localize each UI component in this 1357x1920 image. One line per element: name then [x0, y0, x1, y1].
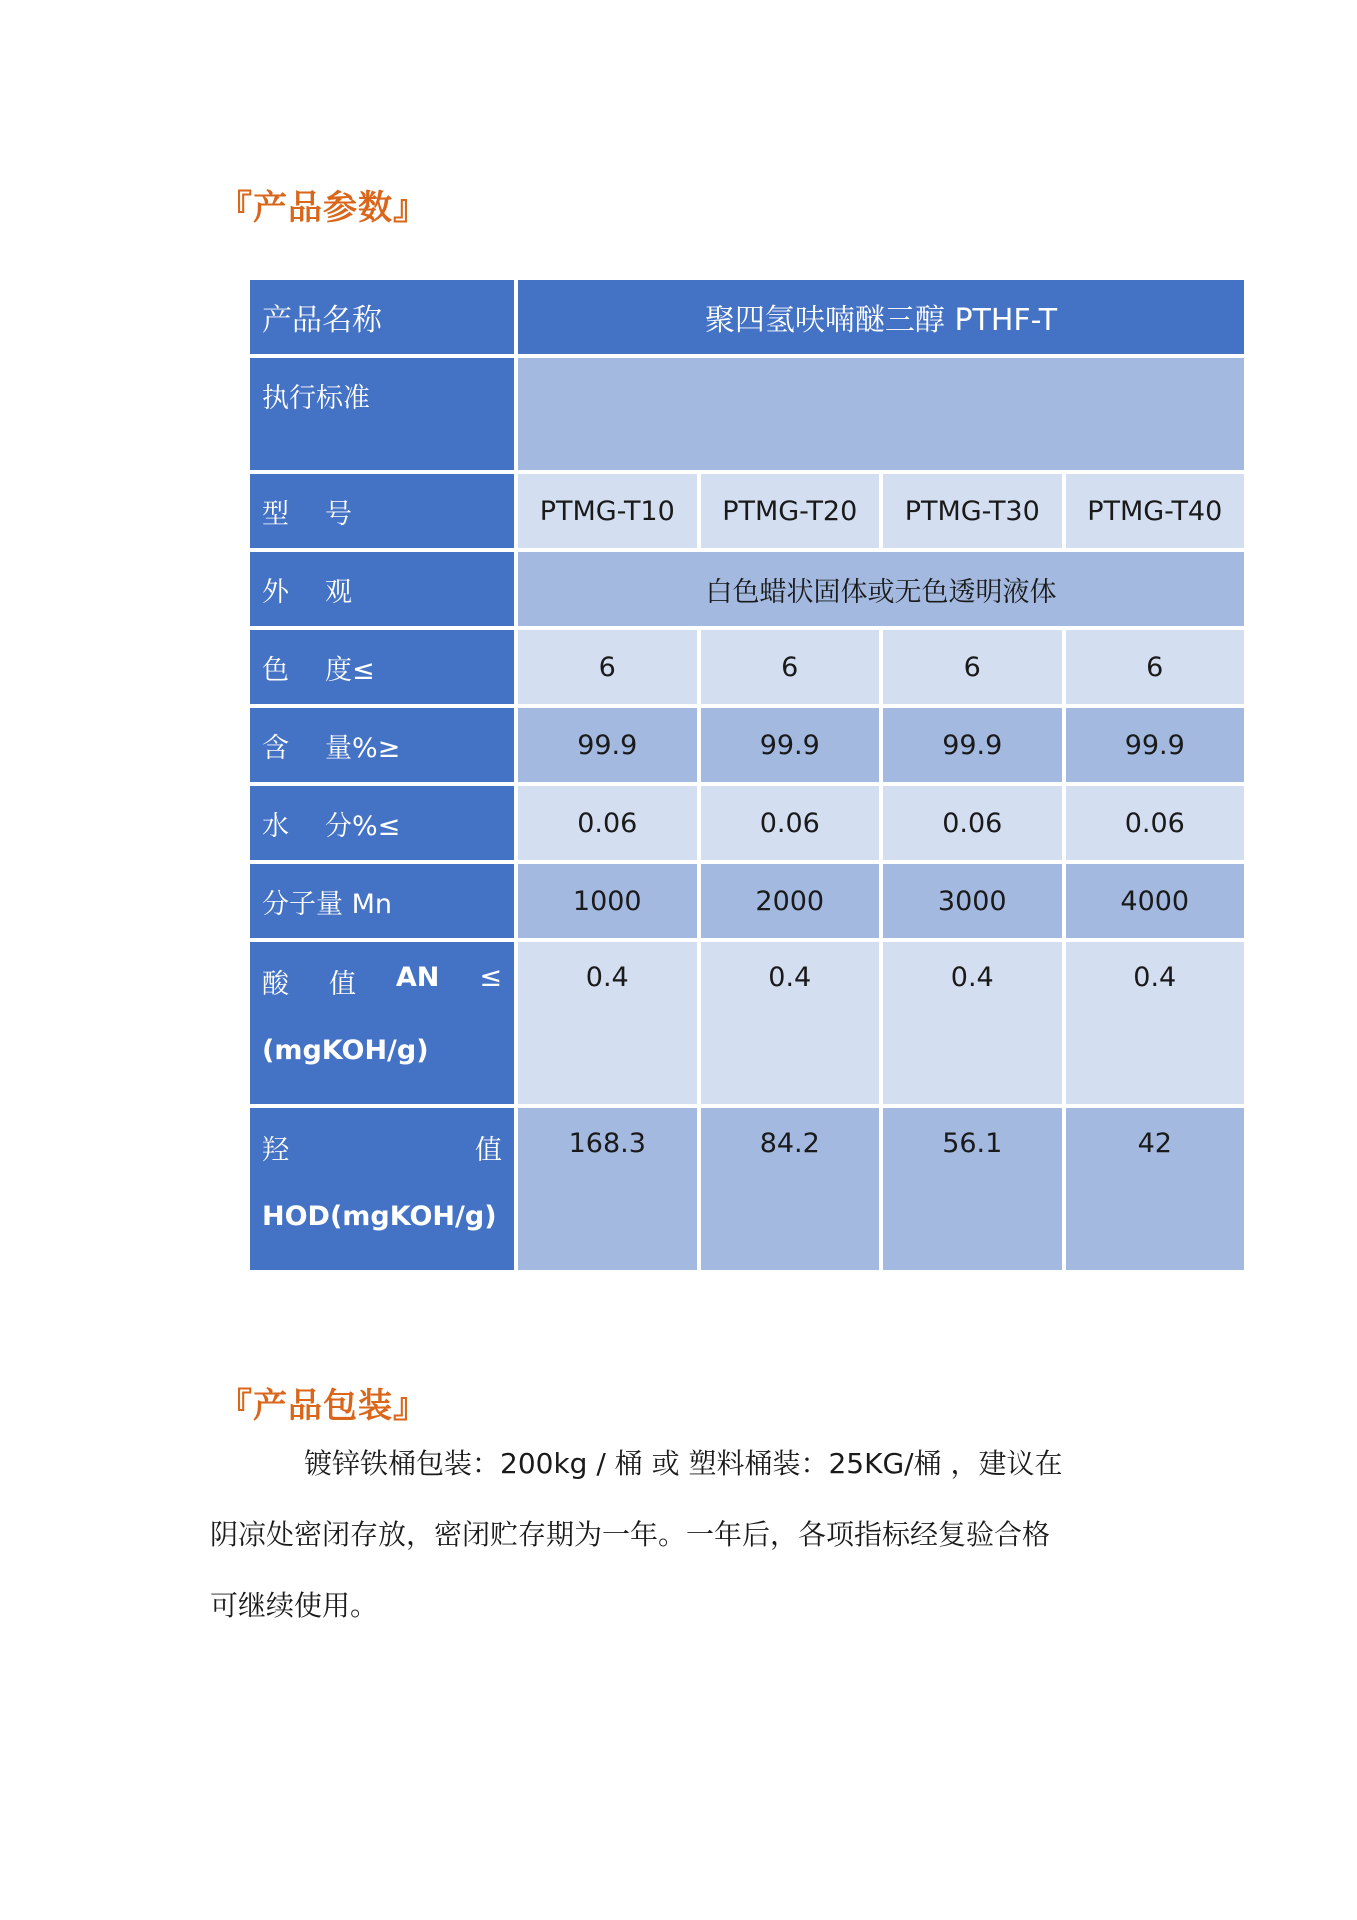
standard-value [518, 358, 1244, 470]
acid-value-3: 0.4 [883, 942, 1062, 1104]
mw-value-2: 2000 [701, 864, 880, 938]
packaging-paragraph [210, 1428, 1160, 1641]
table-row-water [250, 786, 1244, 860]
label-model [250, 474, 514, 548]
parameters-table [246, 276, 1248, 1274]
packaging-line-3: 可继续使用。 [210, 1589, 379, 1622]
mw-value-4: 4000 [1066, 864, 1245, 938]
table-row-standard [250, 358, 1244, 470]
water-value-1: 0.06 [518, 786, 697, 860]
mw-value-1: 1000 [518, 864, 697, 938]
label-content-b: 量%≥ [325, 732, 401, 764]
label-model-b: 号 [325, 498, 352, 530]
label-appearance-b: 观 [325, 576, 352, 608]
product-name-value: 聚四氢呋喃醚三醇 PTHF-T [518, 280, 1244, 354]
label-color-a: 色 [262, 654, 289, 686]
packaging-line-1-text: 镀锌铁桶包装：200kg / 桶 或 塑料桶装：25KG/桶 ，建议在 [304, 1447, 1063, 1480]
table-row-name [250, 280, 1244, 354]
label-color [250, 630, 514, 704]
content-value-2: 99.9 [701, 708, 880, 782]
color-value-4: 6 [1066, 630, 1245, 704]
label-acid [250, 942, 514, 1104]
label-content [250, 708, 514, 782]
content-value-1: 99.9 [518, 708, 697, 782]
label-water-a: 水 [262, 810, 289, 842]
table-row-color [250, 630, 1244, 704]
color-value-2: 6 [701, 630, 880, 704]
acid-value-1: 0.4 [518, 942, 697, 1104]
label-acid-b: 值 [328, 969, 356, 1000]
hydroxyl-value-2: 84.2 [701, 1108, 880, 1270]
model-value-4: PTMG-T40 [1066, 474, 1245, 548]
label-color-b: 度≤ [325, 654, 375, 686]
hydroxyl-value-3: 56.1 [883, 1108, 1062, 1270]
table-row-molecular-weight [250, 864, 1244, 938]
model-value-2: PTMG-T20 [701, 474, 880, 548]
mw-value-3: 3000 [883, 864, 1062, 938]
hydroxyl-value-4: 42 [1066, 1108, 1245, 1270]
label-appearance-a: 外 [262, 576, 289, 608]
table-row-content [250, 708, 1244, 782]
label-appearance [250, 552, 514, 626]
water-value-2: 0.06 [701, 786, 880, 860]
color-value-1: 6 [518, 630, 697, 704]
label-model-a: 型 [262, 498, 289, 530]
label-standard: 执行标准 [250, 358, 514, 470]
label-acid-d: ≤ [479, 962, 502, 993]
label-acid-c: AN [395, 962, 440, 993]
packaging-line-1 [210, 1428, 1160, 1499]
label-hydroxyl-a: 羟 [262, 1135, 289, 1166]
label-hydroxyl-b: 值 [475, 1135, 502, 1166]
model-value-1: PTMG-T10 [518, 474, 697, 548]
label-product-name: 产品名称 [250, 280, 514, 354]
label-acid-a: 酸 [262, 969, 289, 1000]
appearance-value: 白色蜡状固体或无色透明液体 [518, 552, 1244, 626]
label-hydroxyl [250, 1108, 514, 1270]
label-water-b: 分%≤ [325, 810, 401, 842]
acid-value-2: 0.4 [701, 942, 880, 1104]
table-row-acid [250, 942, 1244, 1104]
color-value-3: 6 [883, 630, 1062, 704]
label-water [250, 786, 514, 860]
section-title-packaging: 『产品包装』 [218, 1386, 428, 1426]
label-content-a: 含 [262, 732, 289, 764]
content-value-3: 99.9 [883, 708, 1062, 782]
content-value-4: 99.9 [1066, 708, 1245, 782]
packaging-line-2: 阴凉处密闭存放，密闭贮存期为一年。一年后，各项指标经复验合格 [210, 1518, 1051, 1551]
label-hydroxyl-unit: HOD(mgKOH/g) [262, 1201, 497, 1232]
hydroxyl-value-1: 168.3 [518, 1108, 697, 1270]
water-value-3: 0.06 [883, 786, 1062, 860]
label-molecular-weight: 分子量 Mn [250, 864, 514, 938]
table-row-appearance [250, 552, 1244, 626]
label-acid-unit: (mgKOH/g) [262, 1035, 429, 1066]
table-row-hydroxyl [250, 1108, 1244, 1270]
table-row-model [250, 474, 1244, 548]
model-value-3: PTMG-T30 [883, 474, 1062, 548]
acid-value-4: 0.4 [1066, 942, 1245, 1104]
water-value-4: 0.06 [1066, 786, 1245, 860]
section-title-parameters: 『产品参数』 [218, 188, 428, 228]
